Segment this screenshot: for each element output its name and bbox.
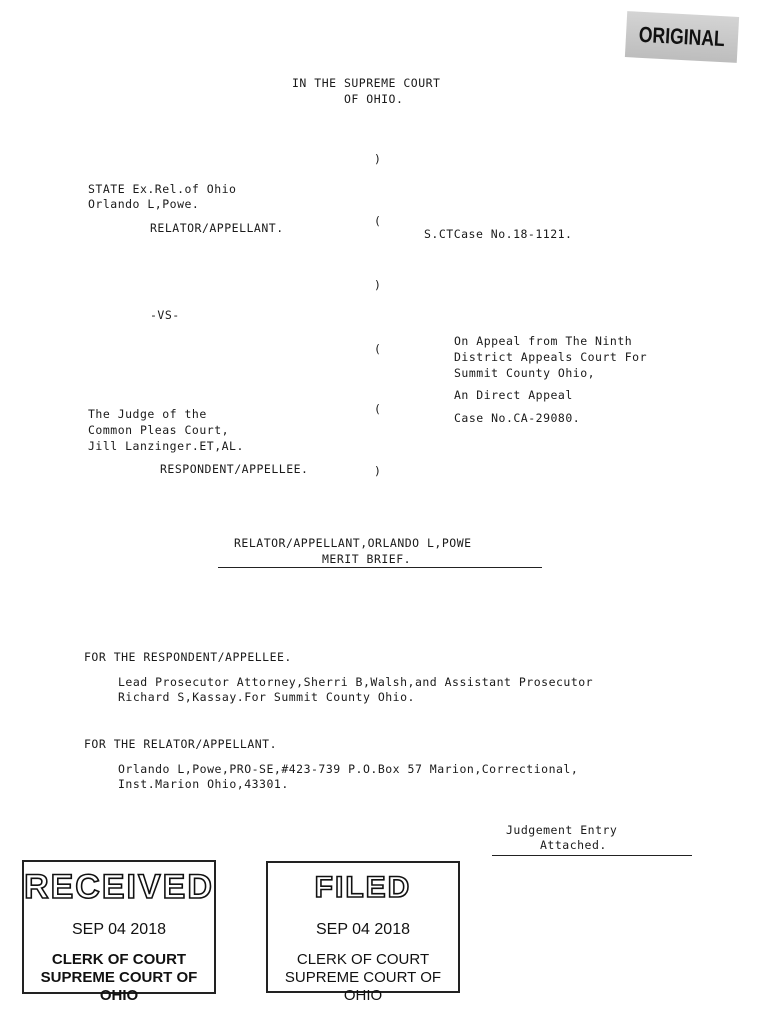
for-respondent-line1: Lead Prosecutor Attorney,Sherri B,Walsh,and Assistant Prosecutor xyxy=(118,675,594,689)
bracket-2: ( xyxy=(374,214,382,228)
brief-title-underline xyxy=(218,567,542,568)
filed-stamp xyxy=(266,861,460,1004)
filed-stamp-court: SUPREME COURT OF OHIO xyxy=(284,969,442,1004)
received-stamp-clerk: CLERK OF COURT xyxy=(51,951,187,968)
appeal-line1: On Appeal from The Ninth xyxy=(454,334,633,348)
filed-stamp-title: FILED xyxy=(314,871,412,904)
bracket-5: ( xyxy=(374,402,382,416)
for-relator-line1: Orlando L,Powe,PRO-SE,#423-739 P.O.Box 57 Marion,Correctional, xyxy=(118,762,579,776)
received-stamp xyxy=(22,860,216,1004)
relator-line1: STATE Ex.Rel.of Ohio xyxy=(88,182,237,196)
received-stamp-date: SEP 04 2018 xyxy=(71,921,166,938)
case-number: S.CTCase No.18-1121. xyxy=(424,227,573,241)
court-heading-line2: OF OHIO. xyxy=(344,92,404,106)
bracket-6: ) xyxy=(374,464,382,478)
bracket-3: ) xyxy=(374,278,382,292)
for-relator-line2: Inst.Marion Ohio,43301. xyxy=(118,777,289,791)
brief-title-line1: RELATOR/APPELLANT,ORLANDO L,POWE xyxy=(234,536,472,550)
appeal-line3: Summit County Ohio, xyxy=(454,366,596,380)
judgement-underline xyxy=(492,855,692,856)
original-stamp-text: ORIGINAL xyxy=(638,21,726,52)
filed-stamp-date: SEP 04 2018 xyxy=(315,921,410,938)
brief-title-line2: MERIT BRIEF. xyxy=(322,552,412,566)
for-respondent-heading: FOR THE RESPONDENT/APPELLEE. xyxy=(84,650,292,664)
court-heading-line1: IN THE SUPREME COURT xyxy=(292,76,441,90)
appeal-line5: Case No.CA-29080. xyxy=(454,411,581,425)
judgement-line2: Attached. xyxy=(540,838,607,852)
appeal-line4: An Direct Appeal xyxy=(454,388,573,402)
bracket-1: ) xyxy=(374,152,382,166)
received-stamp-title: RECEIVED xyxy=(24,868,214,906)
for-relator-heading: FOR THE RELATOR/APPELLANT. xyxy=(84,737,278,751)
respondent-line1: The Judge of the xyxy=(88,407,207,421)
respondent-line3: Jill Lanzinger.ET,AL. xyxy=(88,439,244,453)
appeal-line2: District Appeals Court For xyxy=(454,350,648,364)
relator-role: RELATOR/APPELLANT. xyxy=(150,221,284,235)
relator-line2: Orlando L,Powe. xyxy=(88,197,200,211)
received-stamp-court: SUPREME COURT OF OHIO xyxy=(40,969,198,1004)
versus: -VS- xyxy=(150,308,180,322)
respondent-role: RESPONDENT/APPELLEE. xyxy=(160,462,309,476)
judgement-line1: Judgement Entry xyxy=(506,823,618,837)
bracket-4: ( xyxy=(374,342,382,356)
respondent-line2: Common Pleas Court, xyxy=(88,423,230,437)
original-stamp xyxy=(625,11,739,63)
for-respondent-line2: Richard S,Kassay.For Summit County Ohio. xyxy=(118,690,415,704)
filed-stamp-clerk: CLERK OF COURT xyxy=(296,951,430,968)
